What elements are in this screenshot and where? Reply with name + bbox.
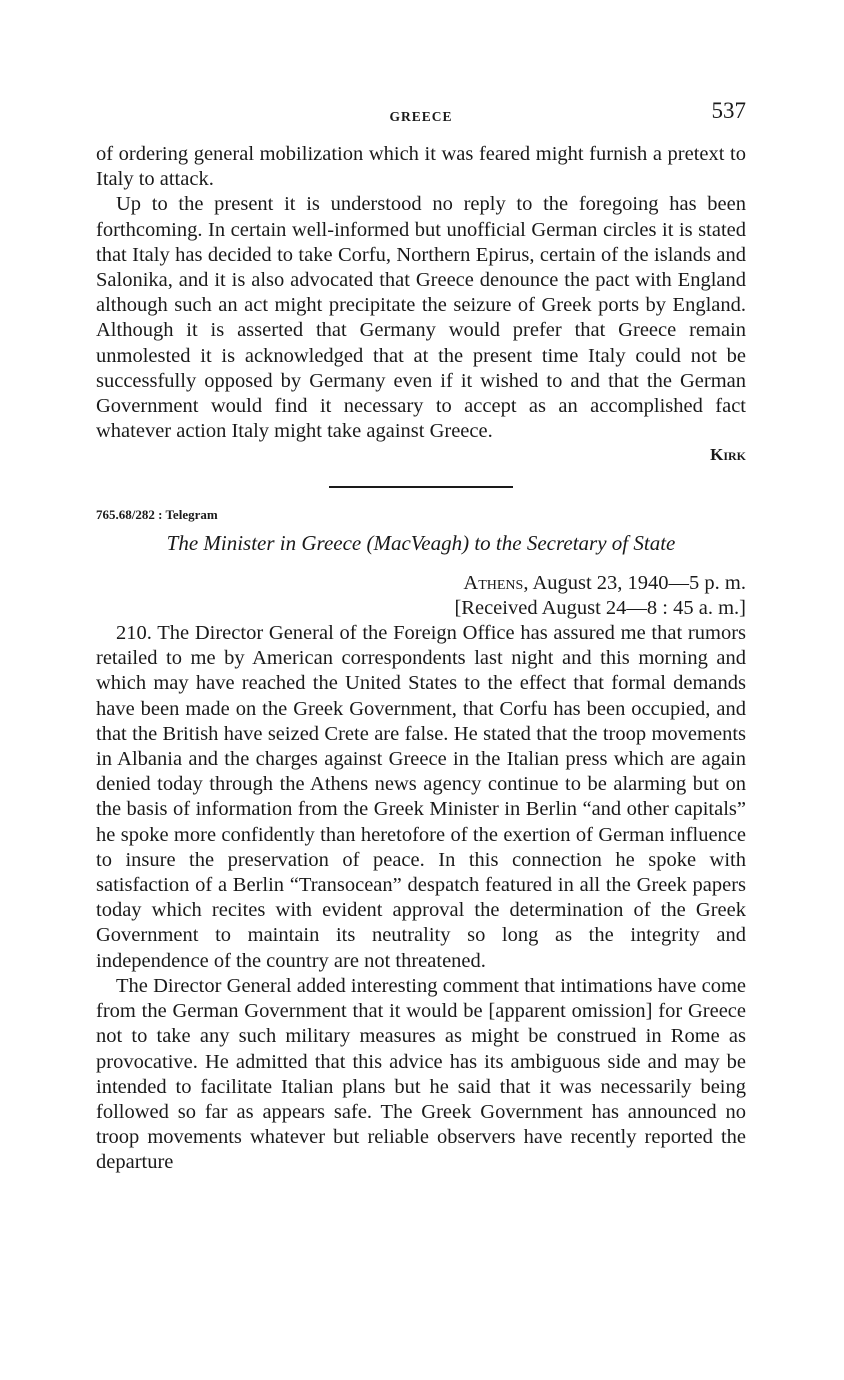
dateline-place: Athens xyxy=(463,571,524,594)
file-reference: 765.68/282 : Telegram xyxy=(96,507,218,523)
signature: Kirk xyxy=(710,445,746,465)
continued-paragraph: of ordering general mobilization which it was feared might furnish a pretext to Italy to attack. xyxy=(96,143,746,191)
dateline xyxy=(96,571,746,596)
running-title: GREECE xyxy=(389,109,453,124)
document-heading: The Minister in Greece (MacVeagh) to the Secretary of State xyxy=(166,531,676,556)
document-page xyxy=(96,0,746,1380)
body-paragraph: Up to the present it is understood no reply to the foregoing has been forthcoming. In certain well-informed but unofficial German circles it is stated that Italy has decided to take Corfu, Northern Epirus, certain of the islands and Salonika, and it is also advocated that Greece denounce the pact with England although such an act might precipitate the seizure of Greek ports by England. Although it is asserted that Germany would prefer that Greece remain unmolested it is acknowledged that at the present time Italy could not be successfully opposed by Germany even if it wished to and that the German Government would find it necessary to accept as an accomplished fact whatever action Italy might take against Greece. xyxy=(96,193,746,443)
running-header xyxy=(96,98,746,128)
page-body xyxy=(96,142,746,1176)
page-number: 537 xyxy=(711,98,746,123)
received-line: [Received August 24—8 : 45 a. m.] xyxy=(454,596,746,619)
section-divider xyxy=(329,486,513,488)
dateline-date: , August 23, 1940—5 p. m. xyxy=(523,571,746,594)
body-paragraph: 210. The Director General of the Foreign Office has assured me that rumors retailed to me by American correspondents last night and this morning and which may have reached the United States to the effect that formal demands have been made on the Greek Government, that Corfu has been occupied, and that the British have seized Crete are false. He stated that the troop movements in Albania and the charges against Greece in the Italian press which are again denied today through the Athens news agency continue to be alarming but on the basis of information from the Greek Minister in Berlin “and other capitals” he spoke more confidently than heretofore of the exertion of German influence to insure the preservation of peace. In this connection he spoke with satisfaction of a Berlin “Transocean” despatch featured in all the Greek papers today which recites with evident approval the determination of the Greek Government to maintain its neutrality so long as the integrity and independence of the country are not threatened. xyxy=(96,622,746,972)
body-paragraph: The Director General added interesting comment that intimations have come from the German Government that it would be [apparent omission] for Greece not to take any such military measures as might be construed in Rome as provocative. He admitted that this advice has its ambiguous side and may be intended to facilitate Italian plans but he said that it was necessarily being followed so far as appears safe. The Greek Government has announced no troop movements whatever but reliable observers have recently reported the departure xyxy=(96,974,746,1174)
